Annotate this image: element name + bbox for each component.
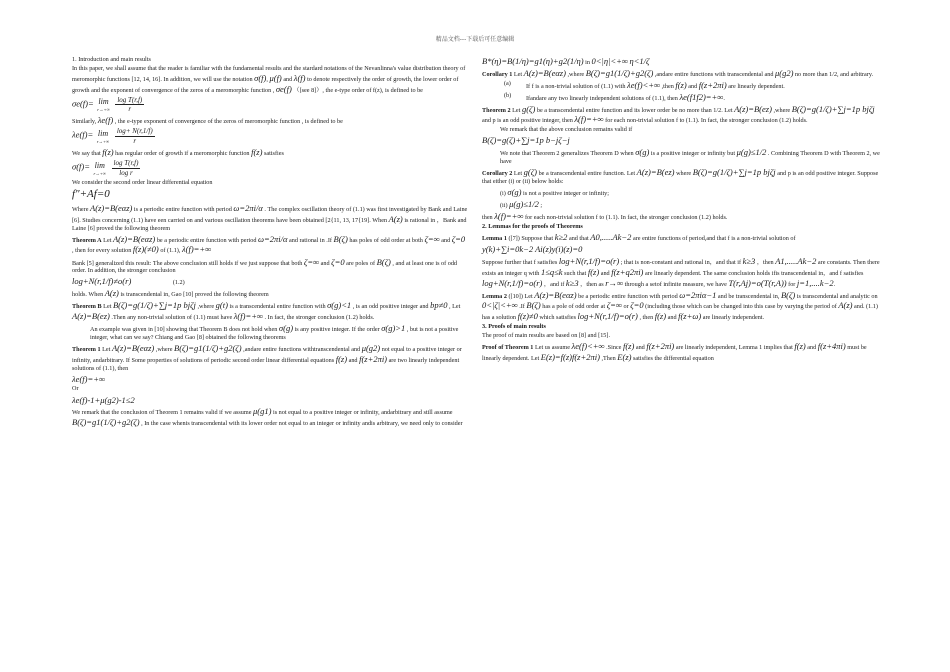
equation-1-2: log+N(r,1/f)≠o(r) (1.2) xyxy=(72,276,185,287)
paragraph-bank: Bank [5] generalized this result: The above conclusion still holds if we just suppose that both ζ=∞ and ζ=0 are poles of B(ζ) , and at least one is of odd order. In addition, the stronger conclusion xyxy=(72,256,458,275)
corollary-1-item-a: (a) If f is a non-trivial solution of (1.1) with λe(f)<+∞ ,then f(z) and f(z+2πi) are linearly dependent. xyxy=(504,80,785,91)
equation-ode: f″+Af=0 xyxy=(72,188,110,201)
section-heading-proofs: 3. Proofs of main results xyxy=(482,323,546,331)
left-column xyxy=(72,56,468,429)
paragraph-intro: In this paper, we shall assume that the reader is familiar with the fundamental results and the stardard notations of the Nevanlinna's value distribution theory of meromorphic functions [12, 14, 16]. In addition, we will use the notation σ(f), μ(f) and λ(f) to denote respectively the order of growth, the lower order of growth and the exponent of convergence of the zeros of a meromorphic function , σe(f) （[see 8]）, the e-type order of f(z), is defined to be xyxy=(72,65,466,94)
theorem-2: Theorem 2 Let g(ζ) be a transcendental entire function and its lower order be no more than 1/2. Let A(z)=B(ez) ,where B(ζ)=g(1/ζ)+∑j=1p bjζj and p is an odd positive integer, then λ(f)=+∞ for each non-trivial solution f to (1.1). In fact, the stronger conclusion (1.2) holds. xyxy=(482,103,875,125)
paragraph-proofs-basis: The proof of main results are based on [8] and [15]. xyxy=(482,332,611,340)
paragraph-gao: holds. When A(z) is transcendental in, Gao [10] proved the following theorem xyxy=(72,288,269,299)
corollary-2-item-i: (i) σ(g) is not a positive integer or infinity; xyxy=(500,186,609,197)
section-heading-intro: 1. Introduction and main results xyxy=(72,56,151,63)
corollary-1-item-b: (b) Ifandare any two linearly independent solutions of (1.1), then λe(f1f2)=+∞. xyxy=(504,91,725,102)
paragraph-lemma-1-cont: Suppose further that f satisfies log+N(r,1/f)=o(r) ; that is non-constant and rational in，and that if k≥3 ，then A1,.....Ak−2 are constants. Then there exists an integer q with 1≤q≤k such that f(z) and f(z+q2πi) are linearly dependent. The same conclusion holds ifis transcendental in，and f satisfies log+N(r,1/f)=o(r) ，and if k≥3 ，then as r→∞ through a setof infinite measure, we have T(r,Aj)=o(T(r,A)) for j=1,....k−2. xyxy=(482,256,880,288)
paragraph-regular-order: We say that f(z) has regular order of growth if a meromorphic function f(z) satisfies xyxy=(72,147,284,158)
lemma-2: Lemma 2 ([10]) Let A(z)=B(eαz) be a periodic entire function with period ω=2πiα−1 and be transcendental in, B(ζ) is transcendental and analytic on 0<|ζ|<+∞ .If B(ζ) has a pole of odd order at ζ=∞ or ζ=0 (including those which can be changed into this case by varying the period of A(z) and. (1.1) has a solution f(z)≠0 which satisfies log+N(r,1/f)=o(r) , then f(z) and f(z+ω) are linearly independent. xyxy=(482,289,878,322)
paragraph-periodic: Where A(z)=B(eαz) is a periodic entire function with period ω=2πi/α . The complex oscillation theory of (1.1) was first investigated by Bank and Laine [6]. Studies concerning (1.1) have een carried on and various oscillation theorems have been obtained [2{11, 13, 17{19]. When A(z) is rational in ，Bank and Laine [6] proved the following theorem xyxy=(72,203,468,232)
theorem-1: Theorem 1 Let A(z)=B(eαz) ,where B(ζ)=g1(1/ζ)+g2(ζ) ,andare entire functions withtranscendental and μ(g2) not equal to a positive integer or infinity, andarbitrary. If Some properties of solutions of periodic second order linear differential equations f(z) and f(z+2πi) are two linearly independent solutions of (1.1), then xyxy=(72,343,462,372)
theorem-a: Theorem A Let A(z)=B(eαz) be a periodic entire function with period ω=2πi/α and rational in .If B(ζ) has poles of odd order at both ζ=∞ and ζ=0 , then for every solution f(z)(≠0) of (1.1), λ(f)=+∞ xyxy=(72,233,466,255)
equation-b-star: B*(η)=B(1/η)=g1(η)+g2(1/η) in 0<|η|<+∞ η<1/ζ xyxy=(482,56,650,66)
theorem-b: Theorem B Let B(ζ)=g(1/ζ)+∑j=1p bjζj ,where g(t) is a transcendental entire function with σ(g)<1 , is an odd positive integer and bp≠0 , Let A(z)=B(ez) .Then any non-trivial solution of (1.1) must have λ(f)=+∞ . In fact, the stronger conclusion (1.2) holds. xyxy=(72,300,461,322)
equation-sigma: σ(f)= lim r→+∞ $\frac{\text{log T(r,f)}}{\text{log r}}$ xyxy=(72,159,139,178)
equation-higher-order: y(k)+∑i=0k−2 Ai(z)y(i)(z)=0 xyxy=(482,244,583,255)
page-header: 精品文档---下载后可任意编辑 xyxy=(435,36,515,43)
section-heading-lemmas: 2. Lemmas for the proofs of Theorems xyxy=(482,223,583,231)
paragraph-remark-2: We remark that the above conclusion remains valid if xyxy=(500,126,633,134)
paragraph-theorem-d: We note that Theorem 2 generalizes Theorem D when σ(g) is a positive integer or infinity but μ(g)≤1/2 . Combining Theorem D with Theorem 2, we have xyxy=(500,147,880,166)
equation-sigma-e: σe(f)= lim r→+∞ $\frac{\text{log T(r,f)}}{r}$ xyxy=(72,95,143,114)
corollary-1: Corollary 1 Let A(z)=B(eαz) ,where B(ζ)=g1(1/ζ)+g2(ζ) ,andare entire functions with transcendental and μ(g2) no more than 1/2, and arbitrary. xyxy=(482,68,874,79)
corollary-2-conclusion: then λ(f)=+∞ for each non-trivial solution f to (1.1). In fact, the stronger conclusion (1.2) holds. xyxy=(482,211,728,222)
paragraph-example: An example was given in [10] showing that Theorem B does not hold when σ(g) is any positive integer. If the order σ(g)>1 , but is not a positive integer, what can we say? Chiang and Gao [8] obtained the following theorems xyxy=(90,323,459,341)
corollary-2-item-ii: (ii) μ(g)≤1/2 ; xyxy=(500,199,543,209)
text-or: Or xyxy=(72,385,79,393)
equation-lambda-e: λe(f)= lim r→+∞ $\frac{\log+ N(r,1/f)}{r}$ xyxy=(72,127,153,146)
corollary-2: Corollary 2 Let g(ζ) be a transcendental entire function. Let A(z)=B(ez) where B(ζ)=g(1/ζ)+∑j=1p bjζj and p is an odd positive integer. Suppose that either (i) or (ii) below holds: xyxy=(482,167,879,185)
equation-inequality: λe(f)-1+μ(g2)-1≤2 xyxy=(72,394,135,405)
paragraph-lambda-e: Similarly, λe(f) , the e-type exponent of convergence of the zeros of meromorphic function , is defined to be xyxy=(72,115,343,126)
paragraph-remark: We remark that the conclusion of Theorem 1 remains valid if we assume μ(g1) is not equal to a positive integer or infinity, andarbitrary and still assume B(ζ)=g1(1/ζ)+g2(ζ) , In the case whenis transcendental with its lower order not equal to an integer or infinity andis arbitrary, we need only to consider xyxy=(72,406,463,428)
proof-theorem-1: Proof of Theorem 1 Let us assume λe(f)<+∞ .Since f(z) and f(z+2πi) are linearly independent, Lemma 1 implies that f(z) and f(z+4πi) must be linearly dependent. Let E(z)=f(z)f(z+2πi) ,Then E(z) satisfies the differential equation xyxy=(482,341,867,363)
equation-lambda-e-infinite: λe(f)=+∞ xyxy=(72,373,106,384)
right-column xyxy=(482,56,882,364)
equation-b-zeta: B(ζ)=g(ζ)+∑j=1p b−jζ−j xyxy=(482,135,570,146)
lemma-1: Lemma 1 ([7]) Suppose that k≥2 and that A0,.....Ak−2 are entire functions of period,and that f is a non-trivial solution of xyxy=(482,232,796,243)
paragraph-consider: We consider the second order linear differential equation xyxy=(72,179,213,187)
